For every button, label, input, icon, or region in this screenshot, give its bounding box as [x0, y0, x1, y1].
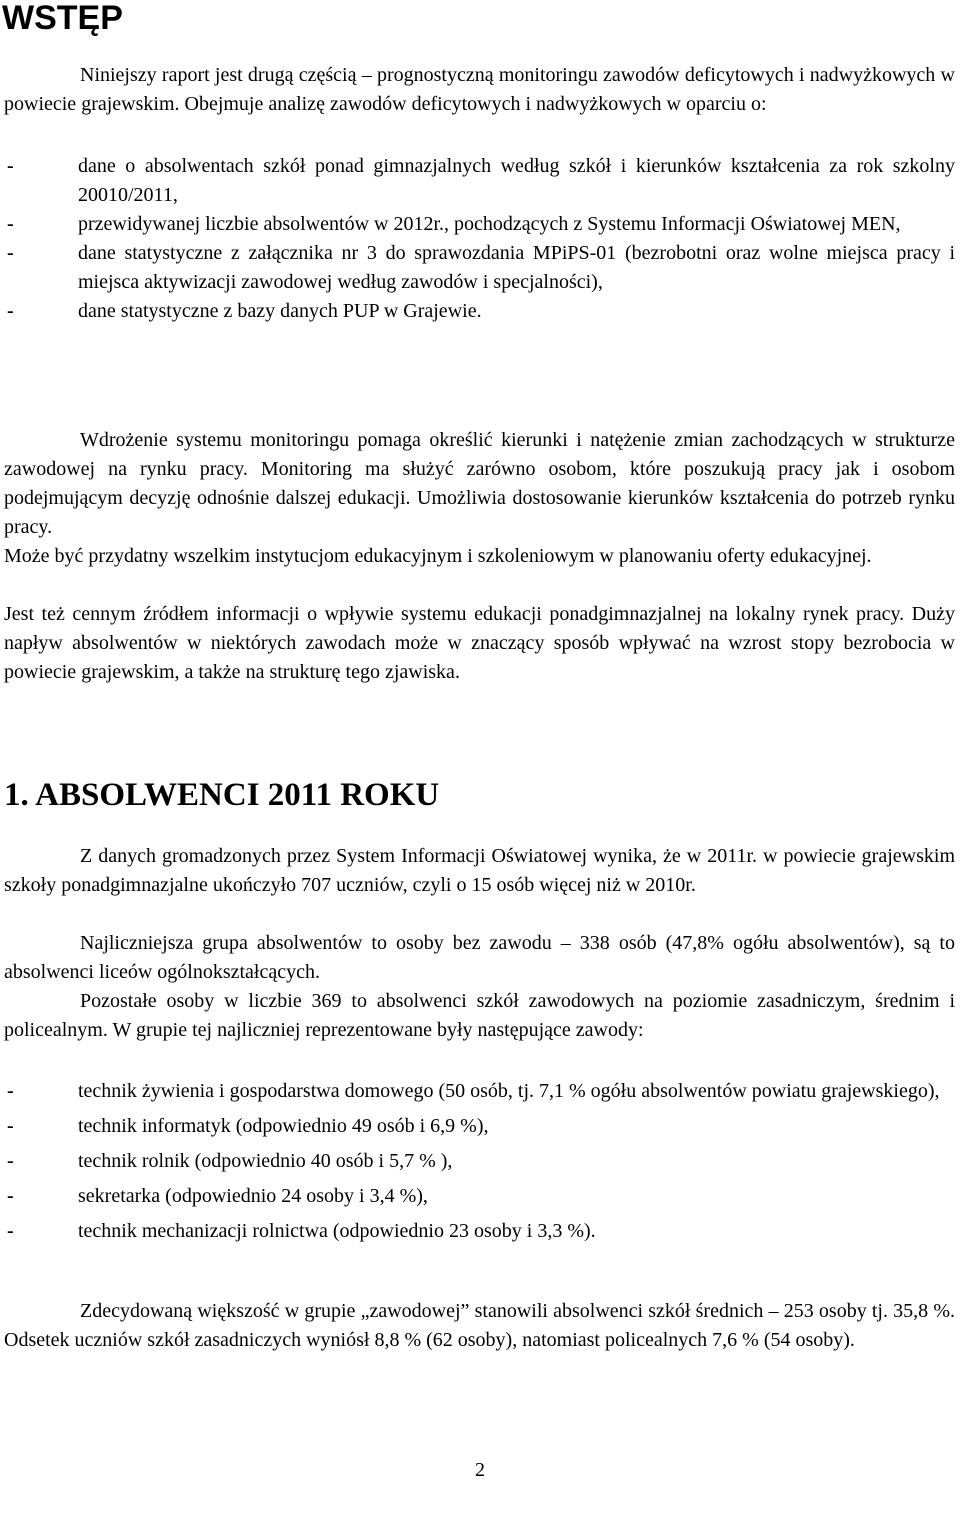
- list-item: [4, 1077, 955, 1106]
- list-item: [4, 1217, 955, 1246]
- list-item: [4, 297, 955, 326]
- paragraph-useful: Może być przydatny wszelkim instytucjom edukacyjnym i szkoleniowym w planowaniu oferty edukacyjnej.: [4, 545, 872, 567]
- source-list: [4, 152, 955, 326]
- paragraph-no-profession: Najliczniejsza grupa absolwentów to osoby bez zawodu – 338 osób (47,8% ogółu absolwentów), są to absolwenci liceów ogólnokształcących.: [4, 932, 955, 983]
- list-item-text: technik mechanizacji rolnictwa (odpowiednio 23 osoby i 3,3 %).: [78, 1220, 596, 1242]
- bullet-dash: -: [7, 213, 14, 235]
- bullet-dash: -: [7, 1220, 14, 1242]
- list-item-text: technik informatyk (odpowiednio 49 osób i 6,9 %),: [78, 1115, 489, 1137]
- list-item-text: sekretarka (odpowiednio 24 osoby i 3,4 %),: [78, 1185, 428, 1207]
- bullet-dash: -: [7, 1150, 14, 1172]
- profession-list: [4, 1077, 955, 1252]
- list-item-text: przewidywanej liczbie absolwentów w 2012r., pochodzących z Systemu Informacji Oświatowej MEN,: [78, 213, 901, 235]
- bullet-dash: -: [7, 1080, 14, 1102]
- paragraph-vocational: Pozostałe osoby w liczbie 369 to absolwenci szkół zawodowych na poziomie zasadniczym, średnim i policealnym. W grupie tej najliczniej reprezentowane były następujące zawody:: [4, 990, 955, 1041]
- bullet-dash: -: [7, 1115, 14, 1137]
- paragraph-majority: Zdecydowaną większość w grupie „zawodowej” stanowili absolwenci szkół średnich – 253 osoby tj. 35,8 %. Odsetek uczniów szkół zasadniczych wyniósł 8,8 % (62 osoby), natomiast policealnych 7,6 % (54 osoby).: [4, 1300, 955, 1351]
- list-item-text: dane statystyczne z załącznika nr 3 do sprawozdania MPiPS-01 (bezrobotni oraz wolne miejsca pracy i miejsca aktywizacji zawodowej według zawodów i specjalności),: [78, 242, 955, 293]
- heading-wstep: WSTĘP: [2, 0, 123, 37]
- page-number: 2: [475, 1459, 485, 1481]
- list-item: [4, 239, 955, 297]
- list-item: [4, 152, 955, 210]
- bullet-dash: -: [7, 300, 14, 322]
- bullet-dash: -: [7, 155, 14, 177]
- list-item: [4, 1147, 955, 1176]
- heading-absolwenci: 1. ABSOLWENCI 2011 ROKU: [4, 777, 440, 813]
- intro-paragraph: Niniejszy raport jest drugą częścią – prognostyczną monitoringu zawodów deficytowych i nadwyżkowych w powiecie grajewskim. Obejmuje analizę zawodów deficytowych i nadwyżkowych w oparciu o:: [4, 64, 955, 115]
- list-item-text: technik żywienia i gospodarstwa domowego (50 osób, tj. 7,1 % ogółu absolwentów powiatu grajewskiego),: [78, 1080, 940, 1102]
- paragraph-source: Jest też cennym źródłem informacji o wpływie systemu edukacji ponadgimnazjalnej na lokalny rynek pracy. Duży napływ absolwentów w niektórych zawodach może w znaczący sposób wpływać na wzrost stopy bezrobocia w powiecie grajewskim, a także na strukturę tego zjawiska.: [4, 603, 955, 683]
- paragraph-graduates-count: Z danych gromadzonych przez System Informacji Oświatowej wynika, że w 2011r. w powiecie grajewskim szkoły ponadgimnazjalne ukończyło 707 uczniów, czyli o 15 osób więcej niż w 2010r.: [4, 845, 955, 896]
- bullet-dash: -: [7, 242, 14, 264]
- paragraph-monitoring: Wdrożenie systemu monitoringu pomaga określić kierunki i natężenie zmian zachodzących w strukturze zawodowej na rynku pracy. Monitoring ma służyć zarówno osobom, które poszukują pracy jak i osobom podejmującym decyzję odnośnie dalszej edukacji. Umożliwia dostosowanie kierunków kształcenia do potrzeb rynku pracy.: [4, 429, 955, 538]
- list-item: [4, 1182, 955, 1211]
- list-item-text: technik rolnik (odpowiednio 40 osób i 5,7 % ),: [78, 1150, 453, 1172]
- bullet-dash: -: [7, 1185, 14, 1207]
- list-item-text: dane statystyczne z bazy danych PUP w Grajewie.: [78, 300, 482, 322]
- list-item: [4, 210, 955, 239]
- list-item: [4, 1112, 955, 1141]
- list-item-text: dane o absolwentach szkół ponad gimnazjalnych według szkół i kierunków kształcenia za rok szkolny 20010/2011,: [78, 155, 955, 206]
